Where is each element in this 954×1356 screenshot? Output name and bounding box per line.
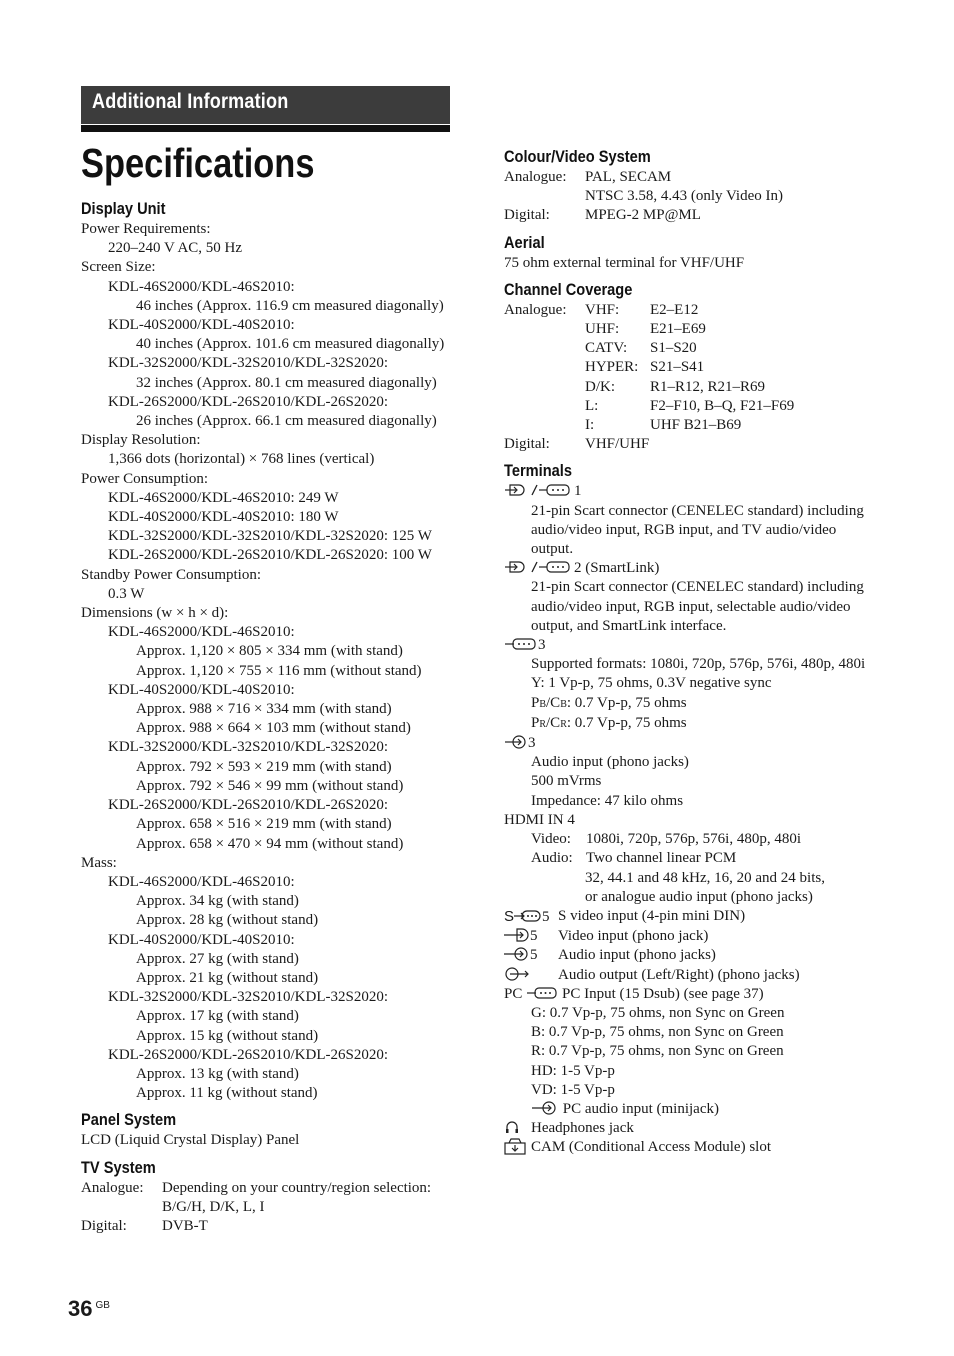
- scart-1-number: 1: [574, 483, 582, 500]
- channel-digital-value: VHF/UHF: [585, 436, 650, 453]
- channel-digital-label: Digital:: [504, 436, 550, 453]
- dimensions-without-stand: Approx. 792 × 546 × 99 mm (without stand): [136, 777, 404, 794]
- headphones-icon: [504, 1119, 520, 1135]
- mass-with-stand: Approx. 34 kg (with stand): [136, 893, 299, 910]
- mass-model: KDL-32S2000/KDL-32S2010/KDL-32S2020:: [108, 989, 388, 1006]
- consumption-item: KDL-32S2000/KDL-32S2010/KDL-32S2020: 125 W: [108, 528, 432, 545]
- audio-5-number: 5: [530, 947, 538, 964]
- channel-analogue-label: Analogue:: [504, 301, 567, 318]
- mass-without-stand: Approx. 28 kg (without stand): [136, 912, 319, 929]
- channel-range: F2–F10, B–Q, F21–F69: [650, 397, 795, 414]
- dimensions-with-stand: Approx. 1,120 × 805 × 334 mm (with stand): [136, 643, 403, 660]
- left-column: [81, 198, 461, 1236]
- audio-input-icon: [504, 946, 530, 962]
- scart-1-desc: 21-pin Scart connector (CENELEC standard) including: [531, 502, 864, 519]
- display-unit-heading: Display Unit: [81, 199, 166, 218]
- s-video-5-row: [504, 907, 904, 927]
- hdmi-audio-row: [504, 849, 904, 868]
- screen-size-value: 26 inches (Approx. 66.1 cm measured diagonally): [136, 413, 437, 430]
- channel-row: [504, 339, 904, 358]
- hdmi-label: HDMI IN 4: [504, 811, 575, 828]
- hdmi-video-row: [504, 830, 904, 849]
- audio-3-row: [504, 734, 904, 753]
- tv-digital-value: DVB-T: [162, 1217, 208, 1234]
- hdmi-video-value: 1080i, 720p, 576p, 576i, 480p, 480i: [586, 831, 802, 848]
- pc-input-icon: [526, 985, 558, 1001]
- tv-analogue-standards: B/G/H, D/K, L, I: [162, 1198, 265, 1215]
- pc-spec-line: R: 0.7 Vp-p, 75 ohms, non Sync on Green: [531, 1043, 784, 1060]
- dimensions-with-stand: Approx. 988 × 716 × 334 mm (with stand): [136, 701, 392, 718]
- s-video-prefix: S: [504, 907, 515, 925]
- mass-with-stand: Approx. 13 kg (with stand): [136, 1065, 299, 1082]
- channel-row: [504, 416, 904, 435]
- s-video-number: 5: [542, 908, 550, 925]
- mass-model: KDL-26S2000/KDL-26S2010/KDL-26S2020:: [108, 1046, 388, 1063]
- pc-input-text: PC Input (15 Dsub) (see page 37): [562, 985, 764, 1002]
- pc-audio-row: [504, 1100, 904, 1119]
- tv-analogue-label: Analogue:: [81, 1179, 144, 1196]
- screen-size-model: KDL-32S2000/KDL-32S2010/KDL-32S2020:: [108, 355, 388, 372]
- pc-spec-line: B: 0.7 Vp-p, 75 ohms, non Sync on Green: [531, 1024, 784, 1041]
- pc-spec-line: G: 0.7 Vp-p, 75 ohms, non Sync on Green: [531, 1004, 785, 1021]
- dimensions-model: KDL-32S2000/KDL-32S2010/KDL-32S2020:: [108, 739, 388, 756]
- colour-analogue-value: PAL, SECAM: [585, 169, 672, 185]
- dimensions-without-stand: Approx. 1,120 × 755 × 116 mm (without stand): [136, 662, 422, 679]
- mass-without-stand: Approx. 15 kg (without stand): [136, 1027, 319, 1044]
- tv-digital-label: Digital:: [81, 1217, 127, 1234]
- screen-size-model: KDL-26S2000/KDL-26S2010/KDL-26S2020:: [108, 393, 388, 410]
- dimensions-label: Dimensions (w × h × d):: [81, 605, 229, 622]
- component-video-icon: [504, 636, 538, 652]
- cam-slot-icon: [504, 1138, 526, 1155]
- colour-digital-row: [504, 206, 904, 225]
- s-video-icon: [514, 908, 542, 924]
- section-banner: [81, 86, 450, 132]
- colour-video-heading: Colour/Video System: [504, 147, 651, 166]
- dimensions-with-stand: Approx. 792 × 593 × 219 mm (with stand): [136, 758, 392, 775]
- mass-model: KDL-46S2000/KDL-46S2010:: [108, 873, 295, 890]
- panel-system-heading: Panel System: [81, 1110, 177, 1130]
- hdmi-audio-value: or analogue audio input (phono jacks): [585, 888, 813, 905]
- screen-size-label: Screen Size:: [81, 259, 156, 276]
- channel-row: [504, 378, 904, 397]
- consumption-item: KDL-40S2000/KDL-40S2010: 180 W: [108, 509, 339, 526]
- component-pb: PB/CB: 0.7 Vp-p, 75 ohms: [531, 694, 687, 711]
- channel-band: I:: [585, 417, 595, 434]
- audio-output-text: Audio output (Left/Right) (phono jacks): [558, 966, 800, 983]
- scart-1-row: [504, 482, 904, 501]
- channel-digital-row: [504, 435, 904, 454]
- page-number-value: 36: [68, 1296, 93, 1321]
- scart-2-row: [504, 559, 904, 578]
- headphones-text: Headphones jack: [531, 1120, 634, 1137]
- audio-5-row: [504, 946, 904, 965]
- pc-audio-text: PC audio input (minijack): [562, 1100, 719, 1117]
- mass-model: KDL-40S2000/KDL-40S2010:: [108, 931, 295, 948]
- channel-band: CATV:: [585, 340, 628, 357]
- tv-analogue-row: [81, 1179, 461, 1198]
- video-input-icon: [504, 927, 530, 943]
- tv-system-heading: TV System: [81, 1157, 156, 1177]
- colour-digital-label: Digital:: [504, 207, 550, 224]
- scart-1-desc: audio/video input, RGB input, and TV audio/video: [531, 521, 837, 538]
- standby-label: Standby Power Consumption:: [81, 566, 262, 583]
- channel-band: L:: [585, 397, 599, 414]
- channel-band: UHF:: [585, 321, 620, 338]
- component-formats: Supported formats: 1080i, 720p, 576p, 576i, 480p, 480i: [531, 656, 866, 673]
- channel-row: [504, 301, 904, 320]
- channel-range: S1–S20: [650, 340, 697, 357]
- banner-underline: [81, 125, 450, 132]
- mass-label: Mass:: [81, 854, 117, 871]
- page-title: Specifications: [81, 140, 315, 186]
- consumption-item: KDL-26S2000/KDL-26S2010/KDL-26S2020: 100 W: [108, 547, 432, 564]
- colour-analogue-ntsc: NTSC 3.58, 4.43 (only Video In): [585, 188, 783, 205]
- aerial-heading: Aerial: [504, 232, 545, 252]
- screen-size-value: 40 inches (Approx. 101.6 cm measured diagonally): [136, 336, 445, 353]
- channel-range: E2–E12: [650, 301, 699, 318]
- channel-range: E21–E69: [650, 321, 706, 338]
- hdmi-audio-value: 32, 44.1 and 48 kHz, 16, 20 and 24 bits,: [585, 869, 825, 886]
- scart-2-desc: audio/video input, RGB input, selectable audio/video: [531, 598, 851, 615]
- tv-digital-row: [81, 1217, 461, 1236]
- tv-analogue-value: Depending on your country/region selection:: [162, 1179, 432, 1196]
- consumption-label: Power Consumption:: [81, 470, 209, 487]
- banner-label: Additional Information: [92, 90, 289, 113]
- panel-system-value: LCD (Liquid Crystal Display) Panel: [81, 1132, 300, 1149]
- pc-input-row: [504, 985, 904, 1004]
- consumption-item: KDL-46S2000/KDL-46S2010: 249 W: [108, 489, 339, 506]
- right-column: [504, 146, 904, 1159]
- audio-input-icon: [504, 734, 528, 750]
- audio-5-text: Audio input (phono jacks): [558, 947, 716, 964]
- screen-size-value: 46 inches (Approx. 116.9 cm measured diagonally): [136, 297, 444, 314]
- scart-2-desc: output, and SmartLink interface.: [531, 617, 727, 634]
- component-3-row: [504, 636, 904, 655]
- channel-band: D/K:: [585, 378, 615, 395]
- resolution-label: Display Resolution:: [81, 432, 201, 449]
- component-3-number: 3: [538, 637, 546, 654]
- mass-without-stand: Approx. 21 kg (without stand): [136, 969, 319, 986]
- channel-row: [504, 397, 904, 416]
- screen-size-value: 32 inches (Approx. 80.1 cm measured diagonally): [136, 374, 437, 391]
- power-req-label: Power Requirements:: [81, 221, 211, 237]
- power-req-value: 220–240 V AC, 50 Hz: [108, 240, 243, 257]
- scart-av-icon: [504, 482, 574, 498]
- resolution-value: 1,366 dots (horizontal) × 768 lines (vertical): [108, 451, 375, 468]
- hdmi-audio-value: Two channel linear PCM: [586, 850, 737, 867]
- dimensions-without-stand: Approx. 658 × 470 × 94 mm (without stand): [136, 835, 404, 852]
- headphones-row: [504, 1119, 904, 1138]
- channel-row: [504, 320, 904, 339]
- audio-3-desc: 500 mVrms: [531, 773, 602, 790]
- cam-text: CAM (Conditional Access Module) slot: [531, 1139, 771, 1156]
- audio-3-desc: Impedance: 47 kilo ohms: [531, 792, 684, 809]
- scart-2-number: 2 (SmartLink): [574, 560, 660, 577]
- mass-with-stand: Approx. 17 kg (with stand): [136, 1008, 299, 1025]
- audio-3-desc: Audio input (phono jacks): [531, 754, 689, 771]
- dimensions-model: KDL-40S2000/KDL-40S2010:: [108, 681, 295, 698]
- pc-audio-input-icon: [531, 1100, 559, 1116]
- dimensions-with-stand: Approx. 658 × 516 × 219 mm (with stand): [136, 816, 392, 833]
- channel-band: VHF:: [585, 301, 620, 318]
- component-y: Y: 1 Vp-p, 75 ohms, 0.3V negative sync: [531, 675, 772, 692]
- video-5-row: [504, 927, 904, 946]
- audio-output-row: [504, 966, 904, 985]
- channel-row: [504, 358, 904, 377]
- scart-1-desc: output.: [531, 541, 574, 558]
- hdmi-video-label: Video:: [531, 831, 571, 848]
- dimensions-without-stand: Approx. 988 × 664 × 103 mm (without stand): [136, 720, 411, 737]
- channel-range: S21–S41: [650, 359, 705, 376]
- terminals-heading: Terminals: [504, 461, 572, 481]
- standby-value: 0.3 W: [108, 585, 145, 602]
- channel-band: HYPER:: [585, 359, 639, 376]
- channel-range: UHF B21–B69: [650, 417, 742, 434]
- scart-2-desc: 21-pin Scart connector (CENELEC standard) including: [531, 579, 864, 596]
- s-video-text: S video input (4-pin mini DIN): [558, 907, 746, 924]
- audio-output-icon: [504, 966, 530, 982]
- screen-size-model: KDL-40S2000/KDL-40S2010:: [108, 317, 295, 334]
- component-pr: PR/CR: 0.7 Vp-p, 75 ohms: [531, 714, 687, 731]
- scart-av-icon: [504, 559, 574, 575]
- aerial-value: 75 ohm external terminal for VHF/UHF: [504, 254, 745, 271]
- pc-spec-line: HD: 1-5 Vp-p: [531, 1062, 615, 1079]
- screen-size-model: KDL-46S2000/KDL-46S2010:: [108, 278, 295, 295]
- pc-spec-line: VD: 1-5 Vp-p: [531, 1081, 615, 1098]
- page-number: [68, 1296, 110, 1322]
- video-5-text: Video input (phono jack): [558, 928, 709, 945]
- audio-3-number: 3: [528, 735, 536, 752]
- pc-prefix: PC: [504, 985, 523, 1002]
- mass-without-stand: Approx. 11 kg (without stand): [136, 1085, 318, 1102]
- channel-range: R1–R12, R21–R69: [650, 378, 766, 395]
- page-number-suffix: GB: [95, 1300, 110, 1311]
- mass-with-stand: Approx. 27 kg (with stand): [136, 950, 299, 967]
- colour-analogue-row: [504, 168, 904, 187]
- dimensions-model: KDL-26S2000/KDL-26S2010/KDL-26S2020:: [108, 797, 388, 814]
- dimensions-model: KDL-46S2000/KDL-46S2010:: [108, 624, 295, 641]
- hdmi-audio-label: Audio:: [531, 850, 573, 867]
- channel-coverage-heading: Channel Coverage: [504, 279, 633, 299]
- colour-analogue-label: Analogue:: [504, 169, 567, 185]
- video-5-number: 5: [530, 928, 538, 945]
- colour-digital-value: MPEG-2 MP@ML: [585, 207, 701, 224]
- cam-row: [504, 1138, 904, 1158]
